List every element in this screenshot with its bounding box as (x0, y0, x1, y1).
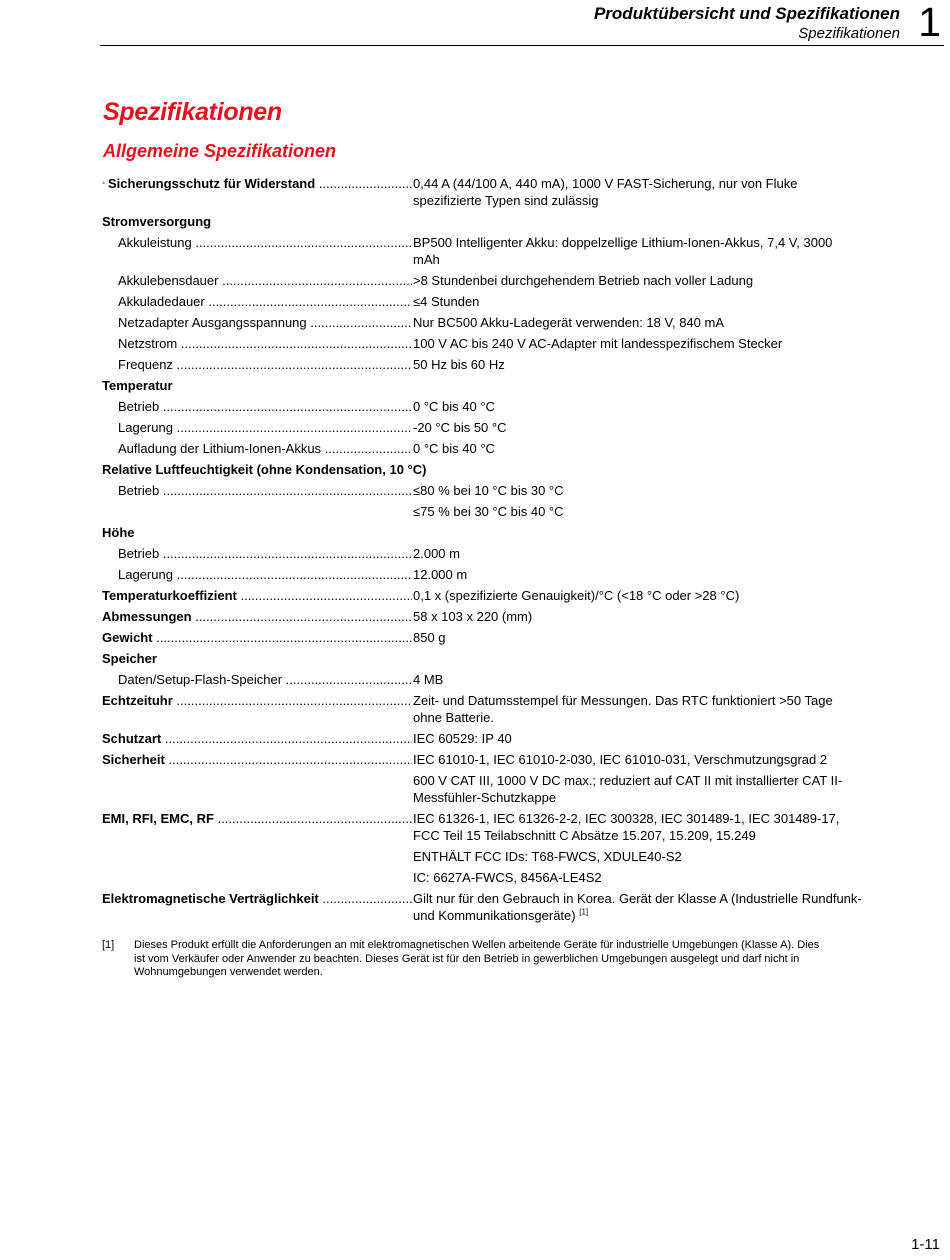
spec-table (102, 173, 862, 926)
spec-label: Temperaturkoeffizient (102, 588, 237, 603)
spec-row-safety (102, 749, 862, 770)
spec-section-humidity: Relative Luftfeuchtigkeit (ohne Kondensation, 10 °C) (102, 462, 427, 477)
spec-label: Echtzeituhr (102, 693, 173, 708)
spec-value: IEC 61010-1, IEC 61010-2-030, IEC 61010-031, Verschmutzungsgrad 2 (413, 752, 828, 767)
spec-label: Sicherungsschutz für Widerstand (108, 176, 316, 191)
spec-row-emi (102, 808, 862, 846)
spec-row-rtc (102, 690, 862, 728)
spec-row-safety-2 (102, 770, 862, 808)
header-subtitle: Spezifikationen (798, 25, 900, 42)
spec-value: Gilt nur für den Gebrauch in Korea. Gerät der Klasse A (Industrielle Rundfunk- und Kommunikationsgeräte) (413, 891, 862, 923)
spec-label: Lagerung (118, 567, 173, 582)
spec-value: IC: 6627A-FWCS, 8456A-LE4S2 (413, 870, 602, 885)
spec-value: 100 V AC bis 240 V AC-Adapter mit landesspezifischem Stecker (413, 336, 783, 351)
spec-label: Betrieb (118, 546, 160, 561)
spec-value: 4 MB (413, 672, 444, 687)
spec-value: 850 g (413, 630, 446, 645)
spec-value: ≤80 % bei 10 °C bis 30 °C (413, 483, 564, 498)
spec-label: Akkuleistung (118, 235, 192, 250)
spec-row-flash-memory (102, 669, 862, 690)
section-heading: Allgemeine Spezifikationen (103, 141, 337, 161)
spec-value: Zeit- und Datumsstempel für Messungen. Das RTC funktioniert >50 Tage ohne Batterie. (413, 693, 833, 725)
spec-row-frequency (102, 354, 862, 375)
spec-value: 12.000 m (413, 567, 468, 582)
spec-row-protection (102, 728, 862, 749)
spec-label: Frequenz (118, 357, 173, 372)
spec-label: Lagerung (118, 420, 173, 435)
spec-value: ≤75 % bei 30 °C bis 40 °C (413, 504, 564, 519)
spec-value: IEC 60529: IP 40 (413, 731, 512, 746)
spec-value: 2.000 m (413, 546, 460, 561)
header-title: Produktübersicht und Spezifikationen (593, 4, 900, 23)
spec-label: Akkuladedauer (118, 294, 205, 309)
spec-row-emi-3 (102, 867, 862, 888)
spec-value: ENTHÄLT FCC IDs: T68-FWCS, XDULE40-S2 (413, 849, 682, 864)
warning-triangle-icon (102, 175, 105, 190)
spec-label: Gewicht (102, 630, 153, 645)
spec-row-temp-operation (102, 396, 862, 417)
page-number: 1-11 (911, 1236, 940, 1253)
spec-row-adapter-voltage (102, 312, 862, 333)
spec-row-humidity-operation (102, 480, 862, 501)
spec-label: EMI, RFI, EMC, RF (102, 811, 214, 826)
spec-row-charge-time (102, 291, 862, 312)
spec-value: Nur BC500 Akku-Ladegerät verwenden: 18 V, 840 mA (413, 315, 724, 330)
spec-label: Daten/Setup-Flash-Speicher (118, 672, 283, 687)
spec-label: Abmessungen (102, 609, 192, 624)
footnote-number: [1] (102, 939, 115, 951)
spec-value: 0,1 x (spezifizierte Genauigkeit)/°C (<18 °C oder >28 °C) (413, 588, 740, 603)
spec-label: Sicherheit (102, 752, 165, 767)
header-rule (100, 45, 944, 46)
spec-label: Akkulebensdauer (118, 273, 219, 288)
spec-row-weight (102, 627, 862, 648)
spec-value: 58 x 103 x 220 (mm) (413, 609, 533, 624)
spec-row-altitude-storage (102, 564, 862, 585)
spec-row-battery-power (102, 232, 862, 270)
spec-row-temp-charging (102, 438, 862, 459)
spec-row-humidity-operation-2 (102, 501, 862, 522)
spec-row-emc-korea (102, 888, 862, 926)
spec-row-dimensions (102, 606, 862, 627)
spec-value: ≤4 Stunden (413, 294, 480, 309)
page-heading: Spezifikationen (103, 98, 282, 126)
spec-row-battery-life (102, 270, 862, 291)
spec-label: Elektromagnetische Verträglichkeit (102, 891, 319, 906)
spec-value: IEC 61326-1, IEC 61326-2-2, IEC 300328, IEC 301489-1, IEC 301489-17, FCC Teil 15 Teilabschnitt C Absätze 15.207, 15.209, 15.249 (413, 811, 840, 843)
spec-label: Aufladung der Lithium-Ionen-Akkus (118, 441, 322, 456)
spec-value: 50 Hz bis 60 Hz (413, 357, 505, 372)
spec-value: 0 °C bis 40 °C (413, 441, 495, 456)
footnote (102, 939, 822, 980)
spec-row-temp-storage (102, 417, 862, 438)
spec-section-memory: Speicher (102, 651, 157, 666)
spec-value: 0,44 A (44/100 A, 440 mA), 1000 V FAST-Sicherung, nur von Fluke spezifizierte Typen sind zulässig (413, 176, 798, 208)
footnote-reference[interactable]: [1] (579, 907, 589, 917)
chapter-number: 1 (918, 0, 941, 45)
footnote-text: Dieses Produkt erfüllt die Anforderungen an mit elektromagnetischen Wellen arbeitende Geräte für industrielle Umgebungen (Klasse A). Dies ist vom Verkäufer oder Anwender zu beachten. Dieses Gerät ist für den Betrieb in gewerblichen Umgebungen ausgelegt und darf nicht in Wohnumgebungen verwendet werden. (134, 939, 820, 978)
spec-label: Schutzart (102, 731, 162, 746)
spec-section-power: Stromversorgung (102, 214, 212, 229)
spec-value: >8 Stundenbei durchgehendem Betrieb nach voller Ladung (413, 273, 754, 288)
spec-row-emi-2 (102, 846, 862, 867)
spec-value: -20 °C bis 50 °C (413, 420, 507, 435)
spec-row-fuse (102, 173, 862, 211)
spec-row-mains (102, 333, 862, 354)
spec-row-temp-coefficient (102, 585, 862, 606)
spec-section-temperature: Temperatur (102, 378, 173, 393)
spec-value: BP500 Intelligenter Akku: doppelzellige Lithium-Ionen-Akkus, 7,4 V, 3000 mAh (413, 235, 833, 267)
spec-value: 600 V CAT III, 1000 V DC max.; reduziert auf CAT II mit installierter CAT II-Messfühler-Schutzkappe (413, 773, 843, 805)
spec-section-altitude: Höhe (102, 525, 135, 540)
spec-value: 0 °C bis 40 °C (413, 399, 495, 414)
spec-label: Betrieb (118, 399, 160, 414)
spec-label: Netzadapter Ausgangsspannung (118, 315, 307, 330)
spec-row-altitude-operation (102, 543, 862, 564)
spec-label: Netzstrom (118, 336, 178, 351)
spec-label: Betrieb (118, 483, 160, 498)
